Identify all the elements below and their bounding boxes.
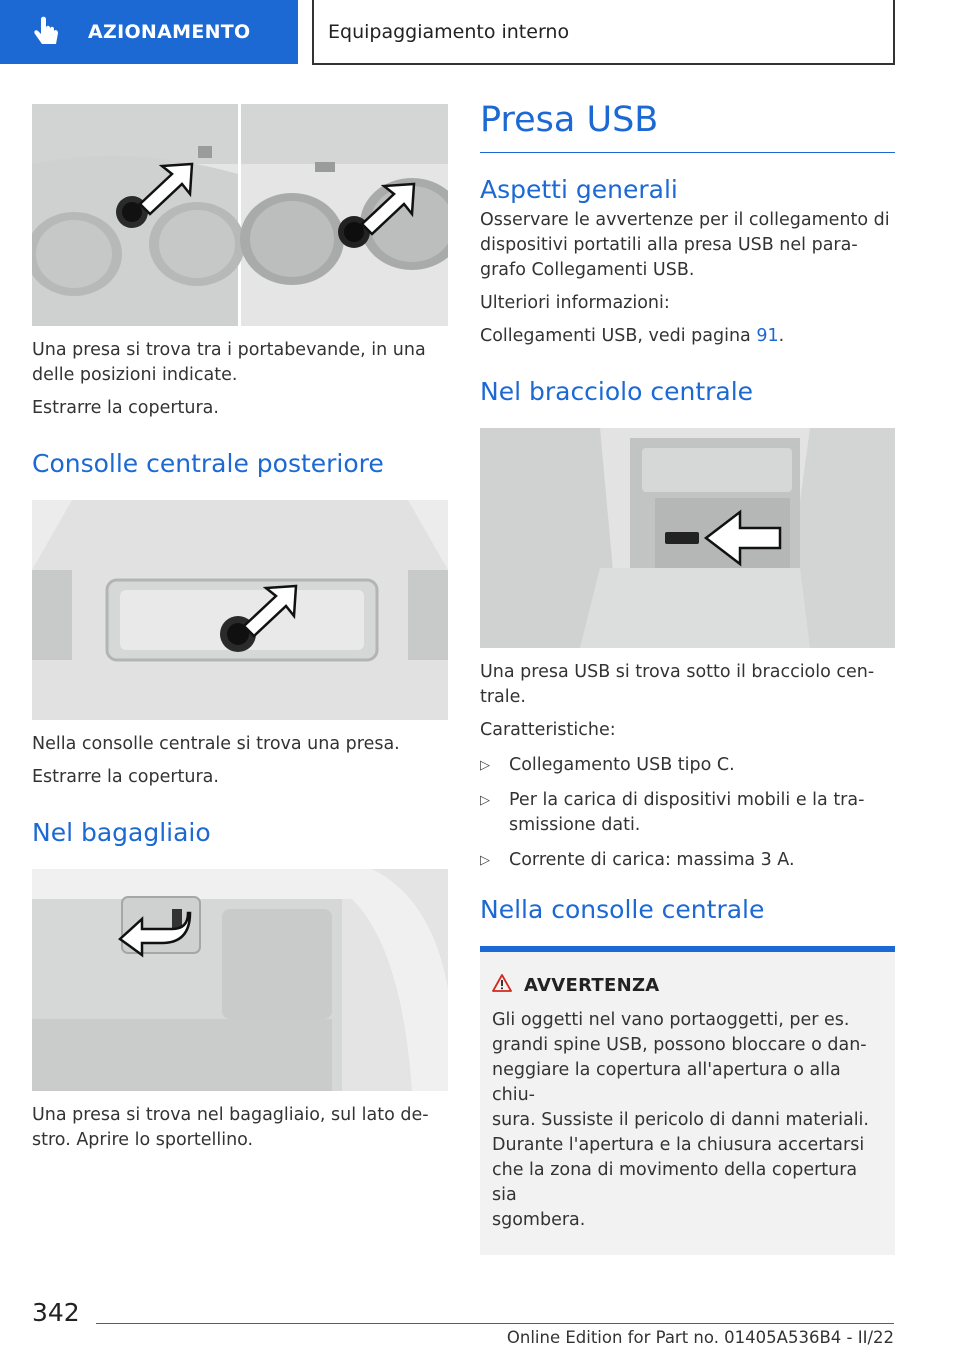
warning-text: Gli oggetti nel vano portaoggetti, per es. grandi spine USB, possono bloccare o dan- neggiare la copertura all'apertura o alla chiu- sura. Sussiste il pericolo di danni materiali. Durante l'apertura e la chiusura accertarsi che la zona di movimento della copertura sia sgombera. <box>492 1010 869 1230</box>
heading-armrest: Nel bracciolo centrale <box>480 377 754 406</box>
right-column <box>480 100 895 1255</box>
triangle-bullet-icon: ▷ <box>480 793 490 808</box>
chapter-title: Equipaggiamento interno <box>328 20 570 43</box>
page-number: 342 <box>32 1298 80 1327</box>
list-item: ▷ Collegamento USB tipo C. <box>480 753 895 778</box>
footer-divider <box>96 1323 894 1324</box>
paragraph-rear-console: Nella consolle centrale si trova una presa. <box>32 734 400 754</box>
triangle-bullet-icon: ▷ <box>480 758 490 773</box>
paragraph-features: Caratteristiche: <box>480 720 616 740</box>
warning-title: AVVERTENZA <box>524 974 660 996</box>
list-item: ▷ Corrente di carica: massima 3 A. <box>480 848 895 873</box>
paragraph-more-info: Ulteriori informazioni: <box>480 293 670 313</box>
paragraph-reference: Collegamenti USB, vedi pagina 91. <box>480 326 785 346</box>
paragraph-remove-cover-2: Estrarre la copertura. <box>32 767 219 787</box>
armrest-usb-image <box>480 428 895 648</box>
list-item: ▷ Per la carica di dispositivi mobili e la tra- smissione dati. <box>480 790 865 835</box>
paragraph-general: Osservare le avvertenze per il collegamento di dispositivi portatili alla presa USB nel para- grafo Collegamenti USB. <box>480 210 890 280</box>
cupholder-socket-image <box>32 104 448 326</box>
triangle-bullet-icon: ▷ <box>480 853 490 868</box>
page-link-91[interactable]: 91 <box>756 326 779 346</box>
warning-box <box>480 946 895 1255</box>
page-title: Presa USB <box>480 100 895 153</box>
footer-edition: Online Edition for Part no. 01405A536B4 - II/22 <box>506 1328 894 1347</box>
hand-pointer-icon <box>30 15 64 49</box>
trunk-socket-image <box>32 869 448 1091</box>
heading-trunk: Nel bagagliaio <box>32 818 211 847</box>
left-column <box>32 104 448 1153</box>
paragraph-cupholder: Una presa si trova tra i portabevande, in una delle posizioni indicate. <box>32 340 426 385</box>
heading-rear-console: Consolle centrale posteriore <box>32 449 384 478</box>
features-list <box>480 753 895 873</box>
warning-triangle-icon <box>492 974 512 996</box>
paragraph-remove-cover-1: Estrarre la copertura. <box>32 398 219 418</box>
heading-general: Aspetti generali <box>480 175 678 204</box>
paragraph-armrest: Una presa USB si trova sotto il bracciolo cen- trale. <box>480 662 875 707</box>
chapter-header <box>312 0 895 65</box>
heading-center-console: Nella consolle centrale <box>480 895 765 924</box>
section-label: AZIONAMENTO <box>88 21 251 43</box>
section-tab[interactable] <box>0 0 298 64</box>
rear-console-socket-image <box>32 500 448 720</box>
paragraph-trunk: Una presa si trova nel bagagliaio, sul lato de- stro. Aprire lo sportellino. <box>32 1105 429 1150</box>
